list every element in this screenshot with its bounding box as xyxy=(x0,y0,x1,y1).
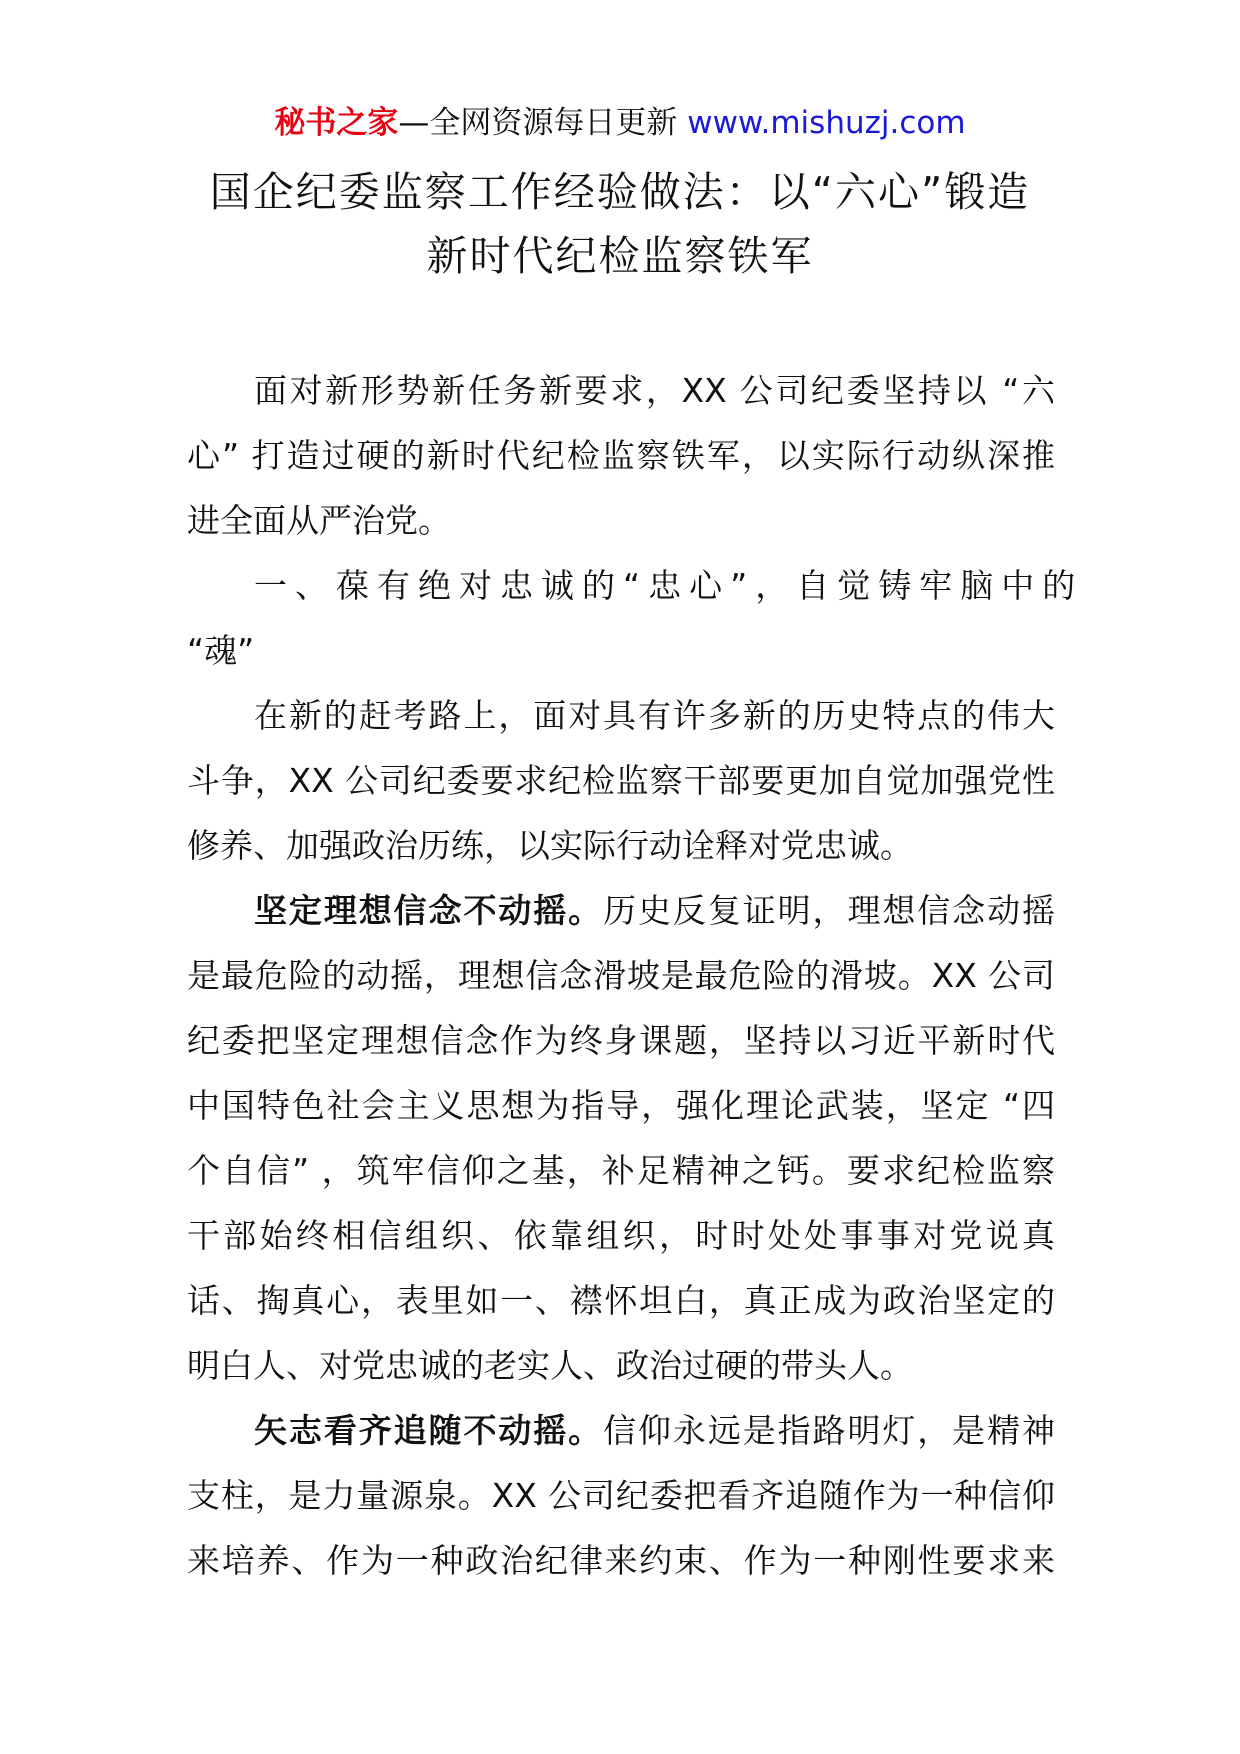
paragraph-3-line: 个自信” ，筑牢信仰之基，补足精神之钙。要求纪检监察 xyxy=(187,1151,1055,1190)
paragraph-1-line: 面对新形势新任务新要求，XX 公司纪委坚持以 “六 xyxy=(254,371,1055,410)
paragraph-3-line: 话、掏真心，表里如一、襟怀坦白，真正成为政治坚定的 xyxy=(187,1281,1055,1320)
paragraph-2-line: 在新的赶考路上，面对具有许多新的历史特点的伟大 xyxy=(254,696,1055,735)
paragraph-3-line: 中国特色社会主义思想为指导，强化理论武装，坚定 “四 xyxy=(187,1086,1055,1125)
paragraph-4-line: 支柱，是力量源泉。XX 公司纪委把看齐追随作为一种信仰 xyxy=(187,1476,1055,1515)
document-body xyxy=(187,358,1084,1593)
site-link[interactable]: www.mishuzj.com xyxy=(687,105,966,141)
brand-name: 秘书之家 xyxy=(274,105,399,141)
paragraph-3-line: 干部始终相信组织、依靠组织，时时处处事事对党说真 xyxy=(187,1216,1055,1255)
paragraph-2-line: 斗争，XX 公司纪委要求纪检监察干部要更加自觉加强党性 xyxy=(187,761,1055,800)
paragraph-3-line: 是最危险的动摇，理想信念滑坡是最危险的滑坡。XX 公司 xyxy=(187,956,1055,995)
header-tagline: —全网资源每日更新 xyxy=(398,105,678,141)
paragraph-3-line xyxy=(187,878,1055,943)
page-header xyxy=(0,103,1240,143)
paragraph-3-line: 明白人、对党忠诚的老实人、政治过硬的带头人。 xyxy=(187,1346,913,1385)
section-heading-line: “魂” xyxy=(187,631,255,670)
paragraph-1-line: 进全面从严治党。 xyxy=(187,501,451,540)
paragraph-4-line xyxy=(187,1398,1055,1463)
paragraph-2-line: 修养、加强政治历练，以实际行动诠释对党忠诚。 xyxy=(187,826,913,865)
paragraph-4-lead: 矢志看齐追随不动摇。 xyxy=(254,1411,604,1450)
paragraph-3-lead: 坚定理想信念不动摇。 xyxy=(254,891,604,930)
title-line-2: 新时代纪检监察铁军 xyxy=(426,232,814,280)
paragraph-3-text: 历史反复证明，理想信念动摇 xyxy=(603,891,1056,930)
paragraph-3-line: 纪委把坚定理想信念作为终身课题，坚持以习近平新时代 xyxy=(187,1021,1055,1060)
title-line-1: 国企纪委监察工作经验做法：以“六心”锻造 xyxy=(209,168,1031,216)
paragraph-4-line: 来培养、作为一种政治纪律来约束、作为一种刚性要求来 xyxy=(187,1541,1055,1580)
paragraph-1-line: 心” 打造过硬的新时代纪检监察铁军，以实际行动纵深推 xyxy=(187,436,1055,475)
document-title xyxy=(150,160,1090,288)
section-heading-line: 一、葆有绝对忠诚的“忠心”，自觉铸牢脑中的 xyxy=(254,566,1084,605)
paragraph-4-text: 信仰永远是指路明灯，是精神 xyxy=(603,1411,1056,1450)
